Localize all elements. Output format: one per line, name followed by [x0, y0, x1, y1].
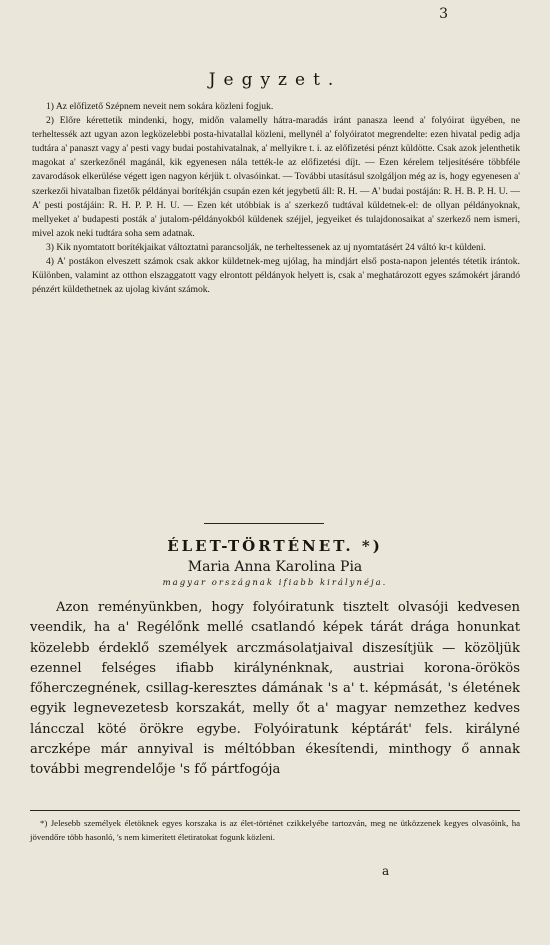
page-number: 3: [439, 6, 448, 22]
section-divider: [204, 523, 324, 524]
biography-body: [30, 598, 520, 781]
note-paragraph: 1) Az előfizető Szépnem neveit nem sokára közleni fogjuk.: [46, 101, 274, 112]
footnote: [30, 817, 520, 844]
biography-paragraph: Azon reményünkben, hogy folyóiratunk tisztelt olvasóji kedvesen veendik, ha a' Regélőnk mellé csatlandó képek tárát drága honunkat közelebb érdeklő személyek arczmásolatjaival diszesítjük — közöljük ezennel felséges ifiabb királynénknak, austriai korona-örökös főherczegnének, csillag-keresztes dámának 's a' t. képmását, 's életének egyik legnevezetesb korszakát, melly őt a' magyar nemzethez kedves láncczal köté örökre egybe. Folyóiratunk képtárát' fels. királyné arczképe már annyival is méltóbban ékesítendi, minthogy ő annak további megrendelője 's fő pártfogója: [30, 600, 520, 778]
biography-name: Maria Anna Karolina Pia: [187, 559, 363, 575]
notes-heading: Jegyzet.: [208, 70, 342, 90]
notes-section: [32, 100, 520, 297]
biography-subtitle: magyar országnak ifiabb királynéja.: [162, 578, 388, 588]
note-paragraph: 4) A' postákon elveszett számok csak akkor küldetnek-meg ujólag, ha mindjárt első posta-napon jelentés tétetik irántok. Különben, valamint az otthon elszaggatott vagy elrontott példányok helyett is, csak a' meghatározott egyes számokért járandó pénzért küldethetnek az ujolag kivánt számok.: [32, 256, 520, 296]
signature-mark: a: [382, 864, 390, 878]
biography-heading: ÉLET-TÖRTÉNET. *): [167, 537, 383, 555]
footnote-text: *) Jelesebb személyek életöknek egyes korszaka is az élet-történet czikkelyébe tartozván, meg ne ütközzenek kegyes olvasóink, ha jövendőre több hasonló, 's nem kimerített életiratokat fogunk közleni.: [30, 818, 520, 842]
note-paragraph: 3) Kik nyomtatott borítékjaikat változtatni parancsolják, ne terheltessenek az uj nyomtatásért 24 váltó kr-t küldeni.: [46, 241, 486, 253]
footnote-divider: [30, 810, 520, 811]
note-paragraph: 2) Előre kérettetik mindenki, hogy, midőn valamelly hátra-maradás iránt panasza leend a' folyóirat ügyében, ne terheltessék azt ugyan azon legközelebbi posta-hivatallal közleni, mellynél a' folyóiratot megrendelte: ezen hivatal pedig adja tudtára a' panaszt vagy a' pesti vagy budai postahivatalnak, a' mellyikre t. i. az előfizetési pénzt küldötte. Csak azok jelenthetik magokat a' szerkezőnél magánál, kik egyenesen nála tették-le az előfizetési díjt. — Ezen kérelem teljesítésére többféle zavarodások elkerülése végett igen nagyon kérjük t. olvasóinkat. — További utasításul szolgáljon még az is, hogy egyenesen a' szerkezői hivatalban fizetők példányai borítékján csupán ezen két jegybetű áll: R. H. — A' budai postáján: R. H. B. P. H. U. — A' pesti postájáin: R. H. P. P. H. U. — Ezen két utóbbiak is a' szerkező tudtával küldetnek-el: de ollyan példányoknak, mellyeket a' budapesti posták a' jutalom-példányokból küldenek széjjel, jegyeiket és tulajdonosaikat a' szerkező nem ismeri, mivel azok neki tudtára soha sem adatnak.: [32, 115, 520, 239]
